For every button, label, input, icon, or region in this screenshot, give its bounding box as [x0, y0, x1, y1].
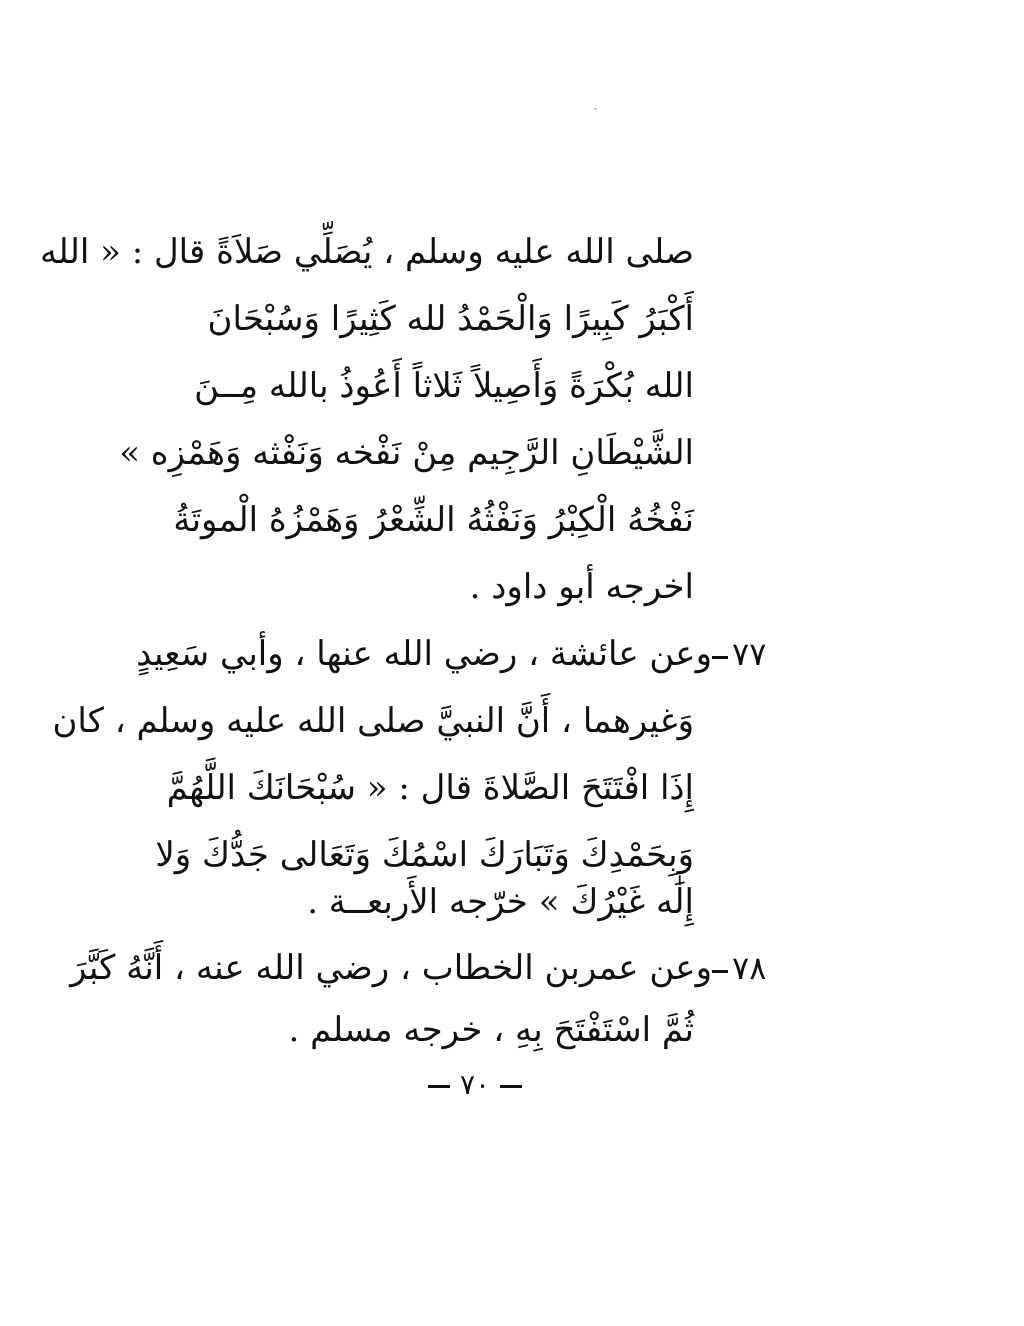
item-dash — [712, 656, 728, 659]
paragraph-line: وَبِحَمْدِكَ وَتَبَارَكَ اسْمُكَ وَتَعَالى جَدُّكَ وَلا — [155, 835, 694, 875]
paragraph-line: وعن عمربن الخطاب ، رضي الله عنه ، أَنَّهُ كَبَّرَ — [70, 948, 712, 988]
scan-speck — [594, 108, 597, 110]
paragraph-line: إِذَا افْتَتَحَ الصَّلاةَ قال : « سُبْحَانَكَ اللَّهُمَّ — [166, 768, 694, 808]
page-number-dash-left — [428, 1085, 450, 1088]
paragraph-line: نَفْخُهُ الْكِبْرُ وَنَفْثُهُ الشِّعْرُ وَهَمْزُهُ الْموتَةُ — [173, 500, 694, 540]
paragraph-line: وَغيرهما ، أَنَّ النبيَّ صلى الله عليه وسلم ، كان — [52, 701, 694, 741]
paragraph-line: اخرجه أبو داود . — [469, 567, 694, 607]
paragraph-line: صلى الله عليه وسلم ، يُصَلِّي صَلاَةً قال : « الله — [39, 232, 694, 272]
page-number: ٧٠ — [459, 1068, 491, 1101]
paragraph-line: الله بُكْرَةً وَأَصِيلاً ثَلاثاً أَعُوذُ بالله مِــنَ — [194, 366, 694, 406]
paragraph-line: ثُمَّ اسْتَفْتَحَ بِهِ ، خرجه مسلم . — [288, 1010, 694, 1050]
item-number: ٧٧ — [732, 635, 767, 673]
paragraph-line: وعن عائشة ، رضي الله عنها ، وأبي سَعِيدٍ — [136, 634, 712, 674]
paragraph-line: أَكْبَرُ كَبِيرًا وَالْحَمْدُ لله كَثِيرًا وَسُبْحَانَ — [207, 299, 694, 339]
paragraph-line: إِلَٰه غَيْرُكَ » خرّجه الأَربعــة . — [307, 882, 694, 922]
paragraph-line: الشَّيْطَانِ الرَّجِيم مِنْ نَفْخه وَنَفْثه وَهَمْزِه » — [119, 433, 694, 473]
item-dash — [712, 970, 728, 973]
page-number-dash-right — [500, 1085, 522, 1088]
item-number: ٧٨ — [732, 949, 767, 987]
